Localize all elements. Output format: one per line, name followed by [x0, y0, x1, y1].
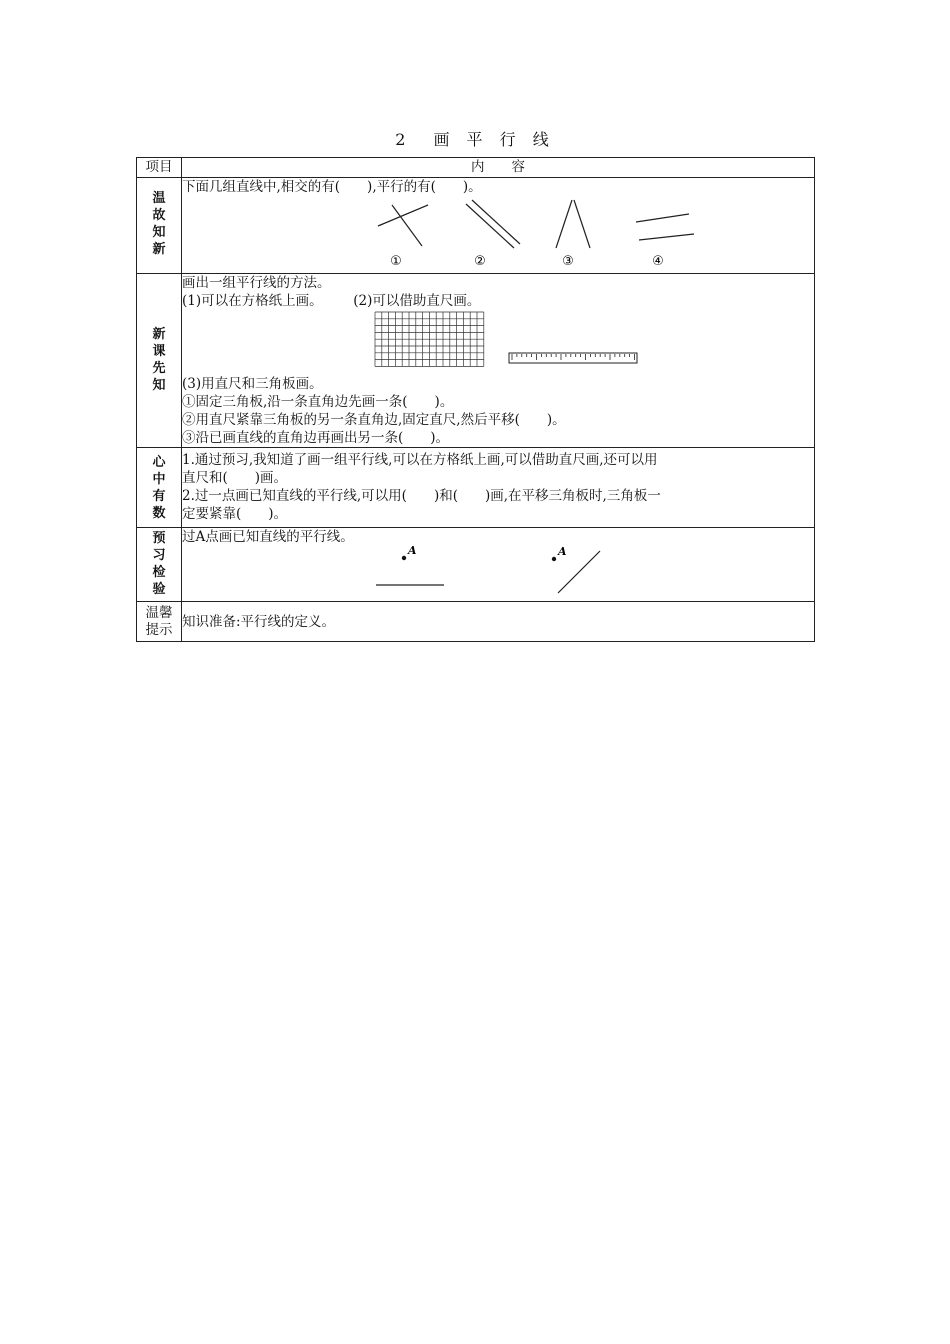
row-preview	[137, 274, 815, 448]
row-label-preview: 新 课 先 知	[137, 274, 182, 448]
group4-line-a	[636, 214, 689, 222]
point-a-1	[402, 556, 406, 560]
point-a-2-label: A	[558, 546, 567, 558]
check-task: 过A点画已知直线的平行线。	[182, 529, 354, 545]
figure-label-1: ①	[390, 254, 402, 268]
row-label-review: 温 故 知 新	[137, 178, 182, 274]
summary-1a: 1.通过预习,我知道了画一组平行线,可以在方格纸上画,可以借助直尺画,还可以用	[182, 452, 658, 468]
grid-and-ruler-figure	[182, 310, 802, 370]
ruler	[509, 353, 637, 363]
row-label-tip: 温馨 提示	[137, 602, 182, 642]
group4-line-b	[639, 234, 694, 240]
point-a-1-label: A	[408, 546, 417, 557]
group3-line-a	[556, 200, 572, 248]
summary-1b: 直尺和( )画。	[182, 470, 288, 486]
row-tip	[137, 602, 815, 642]
row-review	[137, 178, 815, 274]
review-question: 下面几组直线中,相交的有( ),平行的有( )。	[182, 179, 482, 195]
row-content-summary	[182, 448, 815, 528]
grid-paper	[375, 312, 484, 366]
step-2: ②用直尺紧靠三角板的另一条直角边,固定直尺,然后平移( )。	[182, 412, 566, 428]
header-content: 内 容	[182, 158, 815, 178]
group1-line-a2	[378, 205, 428, 226]
line-groups-figure	[182, 196, 802, 268]
step-3: ③沿已画直线的直角边再画出另一条( )。	[182, 430, 450, 446]
row-content-check	[182, 528, 815, 602]
summary-2b: 定要紧靠( )。	[182, 506, 288, 522]
summary-2a: 2.过一点画已知直线的平行线,可以用( )和( )画,在平移三角板时,三角板一	[182, 488, 661, 504]
tip-text: 知识准备:平行线的定义。	[182, 613, 336, 630]
worksheet-table	[136, 157, 815, 642]
point-a-2	[552, 557, 556, 561]
row-content-review	[182, 178, 815, 274]
row-check	[137, 528, 815, 602]
row-label-summary: 心 中 有 数	[137, 448, 182, 528]
method-triangle: (3)用直尺和三角板画。	[182, 376, 323, 392]
group2-line-b	[472, 200, 520, 244]
figure-label-4: ④	[652, 254, 664, 268]
step-1: ①固定三角板,沿一条直角边先画一条( )。	[182, 394, 454, 410]
figure-label-3: ③	[562, 254, 574, 268]
row-label-check: 预 习 检 验	[137, 528, 182, 602]
row-summary	[137, 448, 815, 528]
group2-line-a	[466, 204, 514, 248]
method-ruler: (2)可以借助直尺画。	[353, 293, 481, 309]
group1-line-b	[392, 205, 422, 246]
preview-methods-row	[182, 292, 814, 310]
check-figure	[182, 546, 802, 596]
page-title: 2 画 平 行 线	[395, 130, 555, 149]
group3-line-b	[574, 200, 590, 248]
header-row	[137, 158, 815, 178]
header-item: 项目	[137, 158, 182, 178]
row-content-preview	[182, 274, 815, 448]
preview-intro: 画出一组平行线的方法。	[182, 275, 331, 291]
method-grid-paper: (1)可以在方格纸上画。	[182, 293, 323, 309]
figure-label-2: ②	[474, 254, 486, 268]
row-content-tip	[182, 602, 815, 642]
